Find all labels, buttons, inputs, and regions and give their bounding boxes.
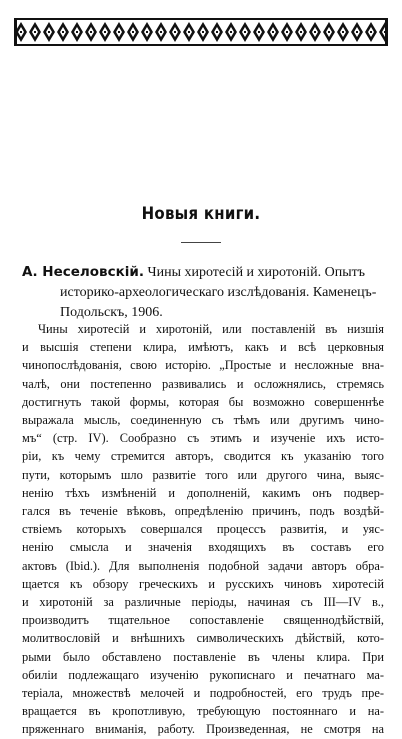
text-line: Чины хиротесій и хиротоній, или поставленій въ низшія xyxy=(38,322,384,336)
text-line: и высшія степени клира, имѣютъ, какъ и всѣ церковныя xyxy=(22,340,384,355)
text-line: актовъ (Ibid.). Для выполненія подобной задачи авторъ обра- xyxy=(22,558,384,573)
text-line: выражала мысль, соединенную съ тѣмъ или другимъ чино- xyxy=(22,413,384,428)
text-line: ствіемъ которыхъ совершался процессъ развитія, и уяс- xyxy=(22,522,384,537)
citation-title: Чины хиротесій и хиротоній. Опытъ xyxy=(147,265,366,280)
book-citation xyxy=(22,262,384,323)
decorative-header-ornament-icon xyxy=(14,18,388,46)
section-heading: Новыя книги. xyxy=(141,204,261,224)
heading-divider xyxy=(181,242,221,243)
text-line: ріи, къ чему стремится авторъ, сводится къ указанію того xyxy=(22,449,384,464)
text-line: чалѣ, они постепенно развивались и осложнялись, стремясь xyxy=(22,376,384,391)
text-line: обиліи подлежащаго изученію рукописнаго и печатнаго ма- xyxy=(22,667,384,682)
citation-line: Подольскъ, 1906. xyxy=(60,305,163,320)
text-line: рыми было обставлено поставленіе въ члены клира. При xyxy=(22,649,384,664)
text-line: теріала, множествѣ мелочей и подробностей, его трудъ пре- xyxy=(22,686,384,701)
text-line: чинопослѣдованія, свою исторію. „Простые и несложные вна- xyxy=(22,358,384,373)
text-line: гался въ теченіе вѣковъ, опредѣленію причинъ, подъ воздѣй- xyxy=(22,504,384,519)
text-line: мъ“ (стр. IV). Сообразно съ этимъ и изученіе ихъ исто- xyxy=(22,431,384,446)
text-line: щается къ обзору греческихъ и русскихъ чиновъ хиротесій xyxy=(22,576,384,591)
citation-line: историко-археологическаго изслѣдованія. Каменецъ- xyxy=(60,285,377,300)
text-line: молитвословій и внѣшнихъ символическихъ дѣйствій, кото- xyxy=(22,631,384,646)
text-line: достигнуть такой формы, которая бы возможно совершеннѣе xyxy=(22,394,384,409)
citation-author: А. Неселовскій. xyxy=(22,264,144,280)
text-line: вращается въ кропотливую, требующую постояннаго и на- xyxy=(22,704,384,719)
text-line: ненію тѣхъ измѣненій и дополненій, какимъ онъ подвер- xyxy=(22,485,384,500)
text-line: ненію смысла и значенія входящихъ въ составъ его xyxy=(22,540,384,555)
text-line: пряженнаго вниманія, работу. Произведенная, не смотря на xyxy=(22,722,384,737)
text-line: пути, которымъ шло развитіе того или другого чина, выяс- xyxy=(22,467,384,482)
citation-line xyxy=(22,262,384,283)
text-line: производитъ тщательное сопоставленіе священнодѣйствій, xyxy=(22,613,384,628)
body-paragraph xyxy=(22,320,384,739)
text-line: и хиротоній за различные періоды, начиная съ III—IV в., xyxy=(22,595,384,610)
